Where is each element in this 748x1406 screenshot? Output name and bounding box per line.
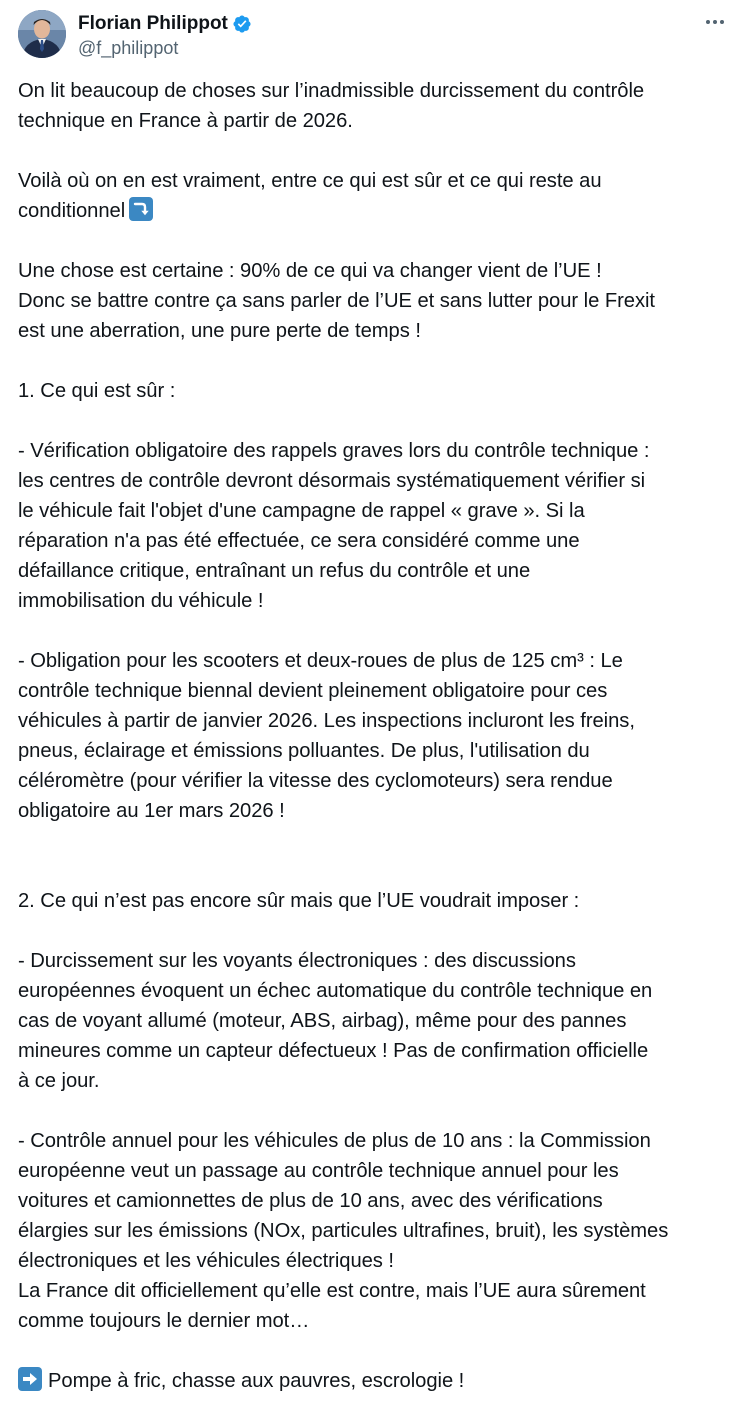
- author-handle[interactable]: @f_philippot: [78, 38, 179, 58]
- post-header: [18, 10, 730, 62]
- text-line: européennes évoquent un échec automatique du contrôle technique en: [18, 980, 653, 1002]
- text-line: élargies sur les émissions (NOx, particules ultrafines, bruit), les systèmes: [18, 1220, 669, 1242]
- author-name-row: [78, 12, 252, 36]
- closing-line: [18, 1366, 730, 1396]
- text-line: est une aberration, une pure perte de temps !: [18, 320, 421, 342]
- text-line: Une chose est certaine : 90% de ce qui va changer vient de l’UE !: [18, 260, 602, 282]
- avatar[interactable]: [18, 10, 66, 58]
- text-line: voitures et camionnettes de plus de 10 ans, avec des vérifications: [18, 1190, 603, 1212]
- text-line: immobilisation du véhicule !: [18, 590, 264, 612]
- text-line: réparation n'a pas été effectuée, ce sera considéré comme une: [18, 530, 580, 552]
- text-line: La France dit officiellement qu’elle est contre, mais l’UE aura sûrement: [18, 1280, 646, 1302]
- text-line: le véhicule fait l'objet d'une campagne de rappel « grave ». Si la: [18, 500, 585, 522]
- text-line: obligatoire au 1er mars 2026 !: [18, 800, 285, 822]
- text-line: - Durcissement sur les voyants électroniques : des discussions: [18, 950, 576, 972]
- text-line: européenne veut un passage au contrôle technique annuel pour les: [18, 1160, 619, 1182]
- right-arrow-curving-down-emoji-icon: [129, 197, 153, 221]
- right-arrow-emoji-icon: [18, 1367, 42, 1391]
- post-text: [18, 76, 730, 1396]
- text-fragment: conditionnel: [18, 200, 126, 222]
- text-line: cas de voyant allumé (moteur, ABS, airbag), même pour des pannes: [18, 1010, 627, 1032]
- text-line: céléromètre (pour vérifier la vitesse des cyclomoteurs) sera rendue: [18, 770, 613, 792]
- author-name[interactable]: Florian Philippot: [78, 13, 228, 34]
- text-line: pneus, éclairage et émissions polluantes. De plus, l'utilisation du: [18, 740, 590, 762]
- text-line: électroniques et les véhicules électriques !: [18, 1250, 394, 1272]
- text-line-with-emoji: [18, 196, 730, 226]
- text-line: mineures comme un capteur défectueux ! Pas de confirmation officielle: [18, 1040, 649, 1062]
- text-fragment: Pompe à fric, chasse aux pauvres, escrologie !: [48, 1370, 465, 1392]
- section-heading: 1. Ce qui est sûr :: [18, 380, 176, 402]
- more-options-icon[interactable]: [700, 10, 730, 34]
- verified-badge-icon: [232, 14, 252, 34]
- text-line: véhicules à partir de janvier 2026. Les inspections incluront les freins,: [18, 710, 635, 732]
- text-line: les centres de contrôle devront désormais systématiquement vérifier si: [18, 470, 646, 492]
- text-line: technique en France à partir de 2026.: [18, 110, 353, 132]
- text-line: Voilà où on en est vraiment, entre ce qui est sûr et ce qui reste au: [18, 170, 602, 192]
- text-line: On lit beaucoup de choses sur l’inadmissible durcissement du contrôle: [18, 80, 645, 102]
- text-line: Donc se battre contre ça sans parler de l’UE et sans lutter pour le Frexit: [18, 290, 655, 312]
- text-line: comme toujours le dernier mot…: [18, 1310, 310, 1332]
- text-line: contrôle technique biennal devient pleinement obligatoire pour ces: [18, 680, 608, 702]
- text-line: - Vérification obligatoire des rappels graves lors du contrôle technique :: [18, 440, 650, 462]
- text-line: à ce jour.: [18, 1070, 100, 1092]
- text-line: - Obligation pour les scooters et deux-roues de plus de 125 cm³ : Le: [18, 650, 623, 672]
- text-line: défaillance critique, entraînant un refus du contrôle et une: [18, 560, 531, 582]
- section-heading: 2. Ce qui n’est pas encore sûr mais que l’UE voudrait imposer :: [18, 890, 580, 912]
- text-line: - Contrôle annuel pour les véhicules de plus de 10 ans : la Commission: [18, 1130, 651, 1152]
